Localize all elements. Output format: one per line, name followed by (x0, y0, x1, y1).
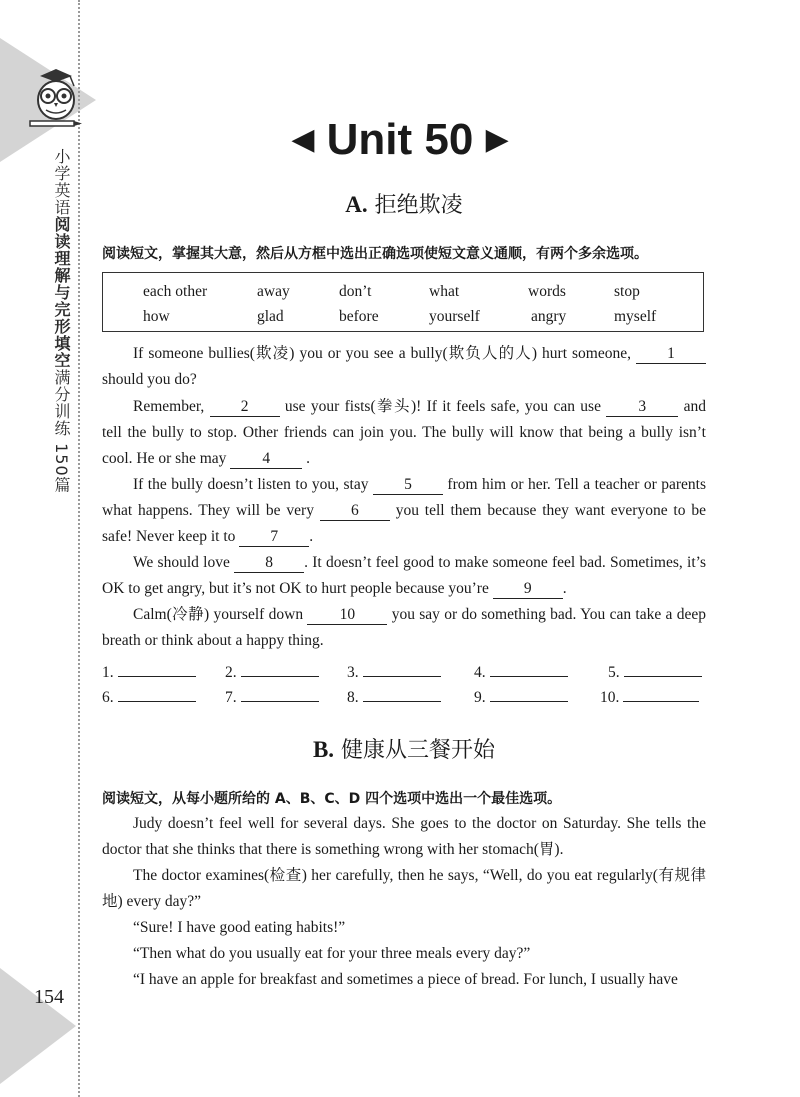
answer-line[interactable] (363, 660, 441, 677)
word-bank-item: before (339, 308, 379, 325)
answer-line[interactable] (241, 685, 319, 702)
section-b-instruction: 阅读短文，从每小题所给的 A、B、C、D 四个选项中选出一个最佳选项。 (102, 791, 562, 807)
paragraph-text: If someone bullies(欺凌) you or you see a bully(欺负人的人) hurt someone, (133, 345, 636, 362)
paragraph-text: you tell them because they want everyone to be safe! Never keep it to (102, 502, 706, 545)
paragraph-text: “I have an apple for breakfast and sometimes a piece of bread. For lunch, I usually have (133, 971, 678, 988)
unit-title (230, 112, 570, 168)
answer-label: 3. (347, 664, 359, 681)
paragraph-text: from him or her. Tell a teacher or parents what happens. They will be very (102, 476, 706, 519)
paragraph-text: you say or do something bad. You can take a deep breath or think about a happy thing. (102, 606, 706, 649)
answer-slot-10[interactable] (600, 685, 699, 707)
paragraph-text: If the bully doesn’t listen to you, stay (133, 476, 373, 493)
binding-dotted-line (78, 0, 80, 1097)
blank-2: 2 (210, 398, 280, 417)
word-bank-item: angry (531, 308, 567, 325)
paragraph-text: The doctor examines(检查) her carefully, then he says, “Well, do you eat regularly(有规律地) every day?” (102, 867, 706, 910)
left-triangle-icon: ◀ (291, 123, 315, 156)
answer-label: 8. (347, 689, 359, 706)
word-bank-item: yourself (429, 308, 480, 325)
answer-line[interactable] (623, 685, 699, 702)
answer-slot-6[interactable] (102, 685, 196, 707)
section-a-letter: A. (345, 192, 368, 217)
unit-title-text: Unit 50 (326, 115, 474, 164)
answer-label: 5. (608, 664, 620, 681)
answer-line[interactable] (490, 685, 568, 702)
paragraph-text: Calm(冷静) yourself down (133, 606, 308, 623)
page-number: 154 (34, 986, 64, 1008)
answer-label: 7. (225, 689, 237, 706)
answer-line[interactable] (118, 685, 196, 702)
word-bank-item: don’t (339, 283, 372, 300)
answer-label: 9. (474, 689, 486, 706)
answer-slot-5[interactable] (608, 660, 702, 682)
paragraph-text: . (562, 580, 567, 597)
word-bank-item: each other (143, 283, 208, 300)
paragraph-text: . It doesn’t feel good to make someone feel bad. Sometimes, it’s OK to get angry, but it’s not OK to hurt people because you’re (102, 554, 706, 597)
section-b-paragraph-5 (102, 967, 706, 993)
paragraph-text: . (309, 528, 314, 545)
series-title-part-c: 满分训练 (52, 369, 71, 437)
paragraph-text: Remember, (133, 398, 210, 415)
word-bank-item: glad (257, 308, 284, 325)
answer-row-2 (102, 685, 706, 707)
word-bank-item: how (143, 308, 170, 325)
blank-5: 5 (373, 476, 443, 495)
answer-line[interactable] (490, 660, 568, 677)
paragraph-text: . (302, 450, 311, 467)
series-title-part-e: 篇 (52, 476, 71, 494)
blank-4: 4 (230, 450, 302, 469)
blank-9: 9 (493, 580, 563, 599)
word-bank-item: what (429, 283, 460, 300)
section-b-letter: B. (312, 737, 335, 762)
blank-3: 3 (606, 398, 678, 417)
section-a-instruction: 阅读短文，掌握其大意，然后从方框中选出正确选项使短文意义通顺，有两个多余选项。 (102, 246, 648, 262)
answer-row-1 (102, 660, 706, 682)
blank-7: 7 (239, 528, 309, 547)
section-b-paragraph-1 (102, 811, 706, 863)
section-a-title-text: 拒绝欺凌 (374, 193, 463, 218)
section-b-paragraph-2 (102, 863, 706, 915)
answer-slot-3[interactable] (347, 660, 441, 682)
answer-line[interactable] (241, 660, 319, 677)
word-bank-box (102, 272, 704, 332)
paragraph-text: should you do? (102, 371, 197, 388)
answer-label: 4. (474, 664, 486, 681)
answer-slot-7[interactable] (225, 685, 319, 707)
answer-line[interactable] (624, 660, 702, 677)
series-title-part-a: 小学英语 (52, 148, 71, 216)
answer-slot-1[interactable] (102, 660, 196, 682)
word-bank-item: words (528, 283, 566, 300)
paragraph-text: use your fists(拳头)! If it feels safe, you can use (279, 398, 607, 415)
paragraph-text: “Sure! I have good eating habits!” (133, 919, 346, 936)
section-b-paragraph-4 (102, 941, 706, 967)
answer-label: 1. (102, 664, 114, 681)
section-a-paragraph-5 (102, 602, 706, 654)
paragraph-text: “Then what do you usually eat for your three meals every day?” (133, 945, 531, 962)
paragraph-text: Judy doesn’t feel well for several days. She goes to the doctor on Saturday. She tells the doctor that she thinks that there is something wrong with her stomach(胃). (102, 815, 706, 858)
section-a-paragraph-4 (102, 550, 706, 602)
answer-line[interactable] (363, 685, 441, 702)
answer-slot-4[interactable] (474, 660, 568, 682)
series-title-part-d: 150 (52, 443, 71, 477)
section-b-title-text: 健康从三餐开始 (341, 738, 496, 763)
answer-slot-2[interactable] (225, 660, 319, 682)
blank-10: 10 (307, 606, 387, 625)
paragraph-text: We should love (133, 554, 235, 571)
word-bank-item: stop (614, 283, 640, 300)
word-bank-item: myself (614, 308, 657, 325)
series-title-part-b: 阅读理解与完形填空 (52, 216, 71, 369)
answer-line[interactable] (118, 660, 196, 677)
word-bank-item: away (257, 283, 290, 300)
section-a-paragraph-2 (102, 394, 706, 472)
answer-slot-8[interactable] (347, 685, 441, 707)
section-b-paragraph-3 (102, 915, 706, 941)
owl-mascot-icon (26, 66, 86, 132)
paragraph-text: and tell the bully to stop. Other friends can join you. The bully will know that being a bully isn’t cool. He or she may (102, 398, 706, 467)
section-a-paragraph-1 (102, 341, 706, 393)
answer-label: 2. (225, 664, 237, 681)
answer-slot-9[interactable] (474, 685, 568, 707)
section-a-paragraph-3 (102, 472, 706, 550)
series-title-vertical (50, 148, 72, 494)
section-b-title (102, 735, 706, 766)
right-triangle-icon: ▶ (485, 123, 509, 156)
answer-label: 6. (102, 689, 114, 706)
section-a-title (102, 190, 706, 221)
blank-6: 6 (320, 502, 390, 521)
blank-8: 8 (234, 554, 304, 573)
answer-label: 10. (600, 689, 620, 706)
blank-1: 1 (636, 345, 706, 364)
